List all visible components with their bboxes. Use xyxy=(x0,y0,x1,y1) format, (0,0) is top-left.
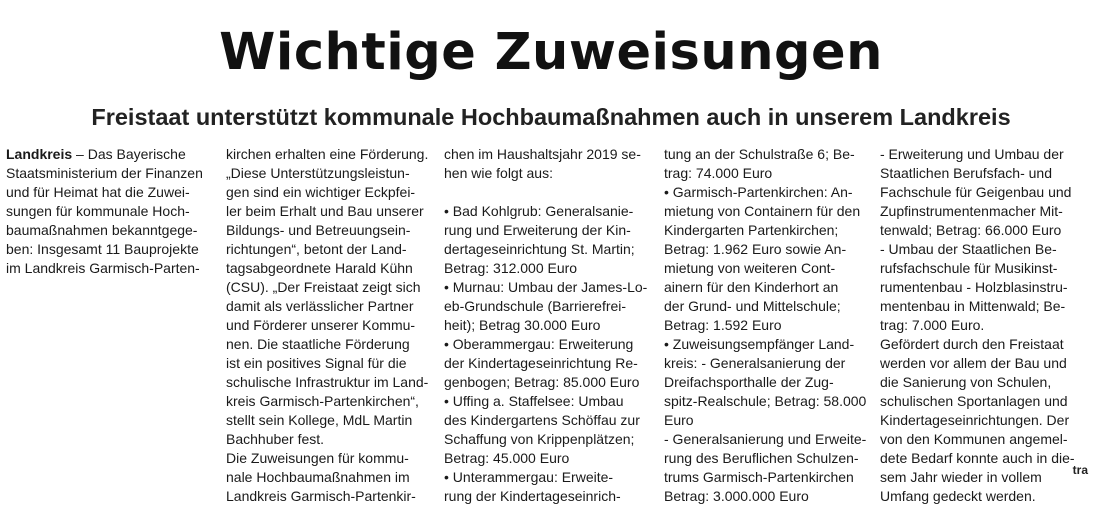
text-line: stellt sein Kollege, MdL Martin xyxy=(226,412,413,428)
text-line: Gefördert durch den Freistaat xyxy=(880,336,1064,352)
text-line: rufsfachschule für Musikinst- xyxy=(880,260,1058,276)
text-line: • Oberammergau: Erweiterung xyxy=(444,336,634,352)
lead-word: Landkreis xyxy=(6,146,73,162)
text-line: damit als verlässlicher Partner xyxy=(226,298,414,314)
text-line: Kindergarten Partenkirchen; xyxy=(664,222,839,238)
text-line: tung an der Schulstraße 6; Be- xyxy=(664,146,855,162)
subheadline: Freistaat unterstützt kommunale Hochbaumaßnahmen auch in unserem Landkreis xyxy=(91,104,1011,130)
text-line: Betrag: 1.592 Euro xyxy=(664,317,782,333)
text-line: und Förderer unserer Kommu- xyxy=(226,317,416,333)
text-line: Euro xyxy=(664,412,694,428)
text-line: „Diese Unterstützungsleistun- xyxy=(226,165,410,181)
text-line: Staatlichen Berufsfach- und xyxy=(880,165,1052,181)
text-line: Bildungs- und Betreuungsein- xyxy=(226,222,411,238)
text-line: mietung von weiteren Cont- xyxy=(664,260,836,276)
article-column-2 xyxy=(226,145,432,506)
text-line: Kindertageseinrichtungen. Der xyxy=(880,412,1070,428)
text-line: • Zuweisungsempfänger Land- xyxy=(664,336,855,352)
text-line: Die Zuweisungen für kommu- xyxy=(226,450,409,466)
text-line: Schaffung von Krippenplätzen; xyxy=(444,431,635,447)
text-line: • Uffing a. Staffelsee: Umbau xyxy=(444,393,624,409)
text-line: und für Heimat hat die Zuwei- xyxy=(6,184,190,200)
headline: Wichtige Zuweisungen xyxy=(219,23,883,82)
text-line: kreis: - Generalsanierung der xyxy=(664,355,846,371)
text-line: der Grund- und Mittelschule; xyxy=(664,298,841,314)
text-line: rung der Kindertageseinrich- xyxy=(444,488,621,504)
text-line: • Garmisch-Partenkirchen: An- xyxy=(664,184,853,200)
text-line: baumaßnahmen bekanntgege- xyxy=(6,222,198,238)
text-line: Staatsministerium der Finanzen xyxy=(6,165,203,181)
text-line xyxy=(6,145,212,164)
text-fragment: – Das Bayerische xyxy=(72,146,186,162)
text-line: heit); Betrag 30.000 Euro xyxy=(444,317,601,333)
text-line: werden vor allem der Bau und xyxy=(880,355,1067,371)
text-line: • Bad Kohlgrub: Generalsanie- xyxy=(444,203,634,219)
text-line: ainern für den Kinderhort an xyxy=(664,279,839,295)
text-line: • Unterammergau: Erweite- xyxy=(444,469,614,485)
text-line: hen wie folgt aus: xyxy=(444,165,553,181)
text-line: (CSU). „Der Freistaat zeigt sich xyxy=(226,279,421,295)
text-line: trums Garmisch-Partenkirchen xyxy=(664,469,854,485)
text-line: des Kindergartens Schöffau zur xyxy=(444,412,640,428)
text-line: Landkreis Garmisch-Partenkir- xyxy=(226,488,416,504)
author-initials: tra xyxy=(1072,463,1088,477)
text-line: dertageseinrichtung St. Martin; xyxy=(444,241,635,257)
text-line: Betrag: 312.000 Euro xyxy=(444,260,578,276)
text-line: kirchen erhalten eine Förderung. xyxy=(226,146,429,162)
text-line: rung und Erweiterung der Kin- xyxy=(444,222,631,238)
text-line: sem Jahr wieder in vollem xyxy=(880,469,1042,485)
text-line: Dreifachsporthalle der Zug- xyxy=(664,374,834,390)
text-line: richtungen“, betont der Land- xyxy=(226,241,407,257)
text-line: Umfang gedeckt werden. xyxy=(880,488,1036,504)
text-line: - Umbau der Staatlichen Be- xyxy=(880,241,1057,257)
text-line: • Murnau: Umbau der James-Lo- xyxy=(444,279,648,295)
text-line: - Generalsanierung und Erweite- xyxy=(664,431,867,447)
text-line: ben: Insgesamt 11 Bauprojekte xyxy=(6,241,199,257)
text-line: nen. Die staatliche Förderung xyxy=(226,336,410,352)
text-line xyxy=(444,183,650,202)
text-line: Betrag: 3.000.000 Euro xyxy=(664,488,809,504)
text-line: ist ein positives Signal für die xyxy=(226,355,407,371)
article-column-3 xyxy=(444,145,650,506)
text-line: Bachhuber fest. xyxy=(226,431,325,447)
text-line: spitz-Realschule; Betrag: 58.000 xyxy=(664,393,867,409)
text-line: Fachschule für Geigenbau und xyxy=(880,184,1072,200)
text-line: Zupfinstrumentenmacher Mit- xyxy=(880,203,1063,219)
text-line: tagsabgeordnete Harald Kühn xyxy=(226,260,413,276)
text-line: schulischen Sportanlagen und xyxy=(880,393,1068,409)
text-line: die Sanierung von Schulen, xyxy=(880,374,1052,390)
article-column-5 xyxy=(880,145,1086,506)
text-line: im Landkreis Garmisch-Parten- xyxy=(6,260,200,276)
text-line: trag: 7.000 Euro. xyxy=(880,317,985,333)
text-line: sungen für kommunale Hoch- xyxy=(6,203,190,219)
text-line: mietung von Containern für den xyxy=(664,203,861,219)
text-line: mentenbau in Mittenwald; Be- xyxy=(880,298,1066,314)
text-line: ler beim Erhalt und Bau unserer xyxy=(226,203,424,219)
text-line: genbogen; Betrag: 85.000 Euro xyxy=(444,374,640,390)
text-line: der Kindertageseinrichtung Re- xyxy=(444,355,638,371)
text-line: von den Kommunen angemel- xyxy=(880,431,1068,447)
article-column-4 xyxy=(664,145,870,506)
article-column-1 xyxy=(6,145,212,278)
text-line: tenwald; Betrag: 66.000 Euro xyxy=(880,222,1062,238)
text-line: nale Hochbaumaßnahmen im xyxy=(226,469,410,485)
text-line: eb-Grundschule (Barrierefrei- xyxy=(444,298,627,314)
text-line: trag: 74.000 Euro xyxy=(664,165,773,181)
text-line: - Erweiterung und Umbau der xyxy=(880,146,1064,162)
text-line: dete Bedarf konnte auch in die- xyxy=(880,450,1075,466)
text-line: schulische Infrastruktur im Land- xyxy=(226,374,429,390)
text-line: chen im Haushaltsjahr 2019 se- xyxy=(444,146,641,162)
text-line: rung des Beruflichen Schulzen- xyxy=(664,450,859,466)
text-line: kreis Garmisch-Partenkirchen“, xyxy=(226,393,419,409)
text-line: Betrag: 45.000 Euro xyxy=(444,450,570,466)
text-line: rumentenbau - Holzblasinstru- xyxy=(880,279,1068,295)
text-line: gen sind ein wichtiger Eckpfei- xyxy=(226,184,416,200)
text-line: Betrag: 1.962 Euro sowie An- xyxy=(664,241,847,257)
